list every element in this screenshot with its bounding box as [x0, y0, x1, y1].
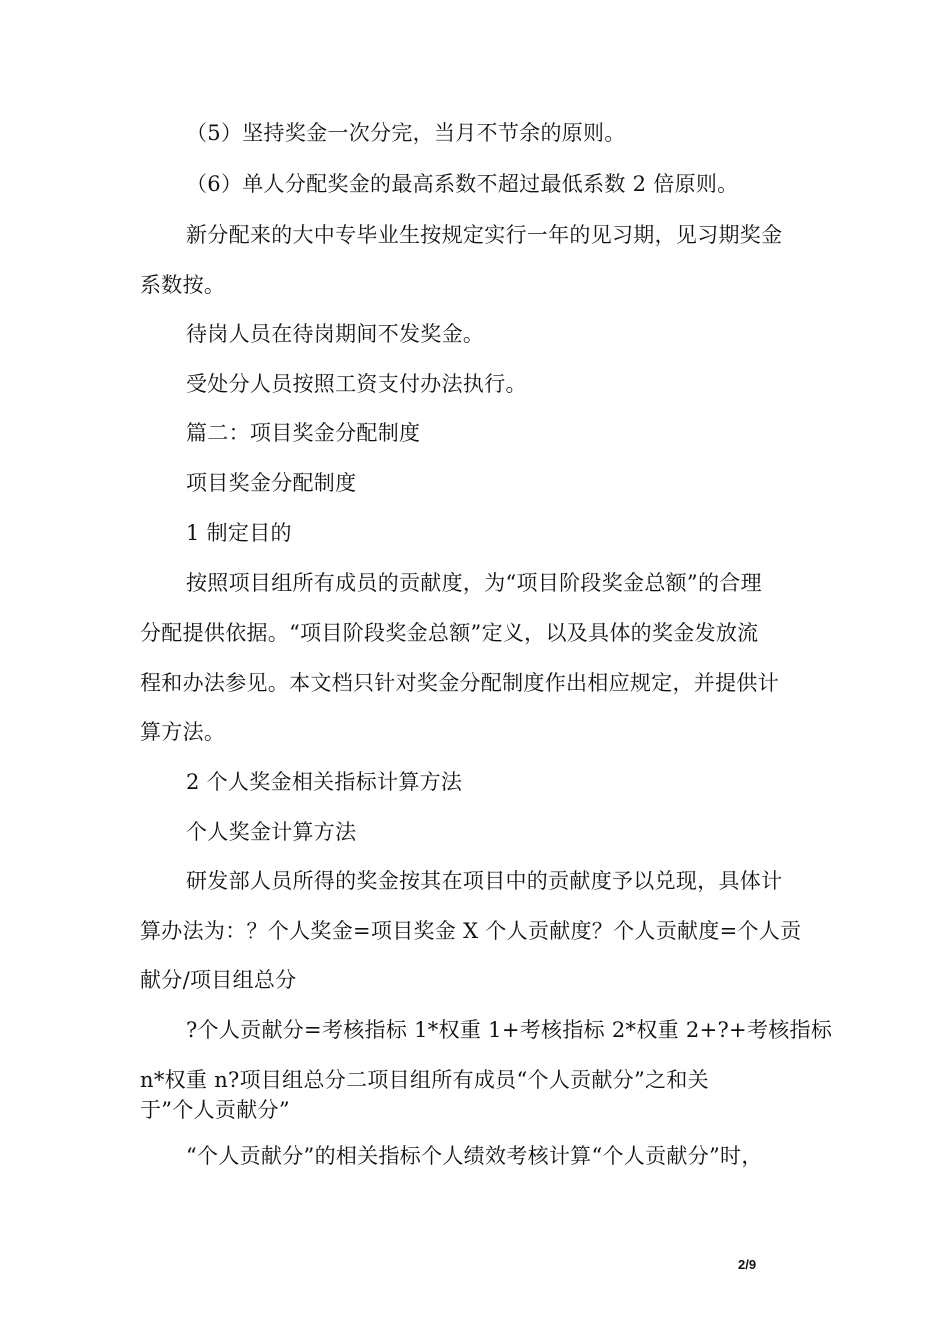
text-line: 个人奖金计算方法 — [186, 820, 357, 844]
text-line: 算方法。 — [140, 720, 226, 744]
text-line: 按照项目组所有成员的贡献度，为“项目阶段奖金总额”的合理 — [186, 571, 762, 595]
page-number: 2/9 — [738, 1257, 757, 1272]
text-line: 程和办法参见。本文档只针对奖金分配制度作出相应规定，并提供计 — [140, 671, 779, 695]
text-line: 献分/项目组总分 — [140, 968, 297, 992]
text-line: 待岗人员在待岗期间不发奖金。 — [186, 322, 485, 346]
text-line: 系数按。 — [140, 273, 226, 297]
text-line: n*权重 n?项目组总分二项目组所有成员“个人贡献分”之和关 — [140, 1068, 709, 1092]
text-line: 新分配来的大中专毕业生按规定实行一年的见习期，见习期奖金 — [186, 223, 783, 247]
text-line: 算办法为：？个人奖金=项目奖金 X 个人贡献度？个人贡献度=个人贡 — [140, 919, 802, 943]
text-line: （6）单人分配奖金的最高系数不超过最低系数 2 倍原则。 — [186, 172, 739, 196]
text-line: 分配提供依据。“项目阶段奖金总额”定义，以及具体的奖金发放流 — [140, 621, 759, 645]
text-line: 研发部人员所得的奖金按其在项目中的贡献度予以兑现，具体计 — [186, 869, 783, 893]
text-line: “个人贡献分”的相关指标个人绩效考核计算“个人贡献分”时， — [186, 1144, 763, 1168]
section-heading: 篇二：项目奖金分配制度 — [186, 421, 421, 445]
text-line: （5）坚持奖金一次分完，当月不节余的原则。 — [186, 121, 626, 145]
subsection-heading: 2 个人奖金相关指标计算方法 — [186, 770, 463, 794]
subsection-heading: 1 制定目的 — [186, 521, 292, 545]
text-line: ?个人贡献分=考核指标 1*权重 1+考核指标 2*权重 2+?+考核指标 — [186, 1018, 833, 1042]
text-line: 受处分人员按照工资支付办法执行。 — [186, 372, 527, 396]
document-title: 项目奖金分配制度 — [186, 471, 357, 495]
text-line: 于”个人贡献分” — [140, 1098, 290, 1122]
